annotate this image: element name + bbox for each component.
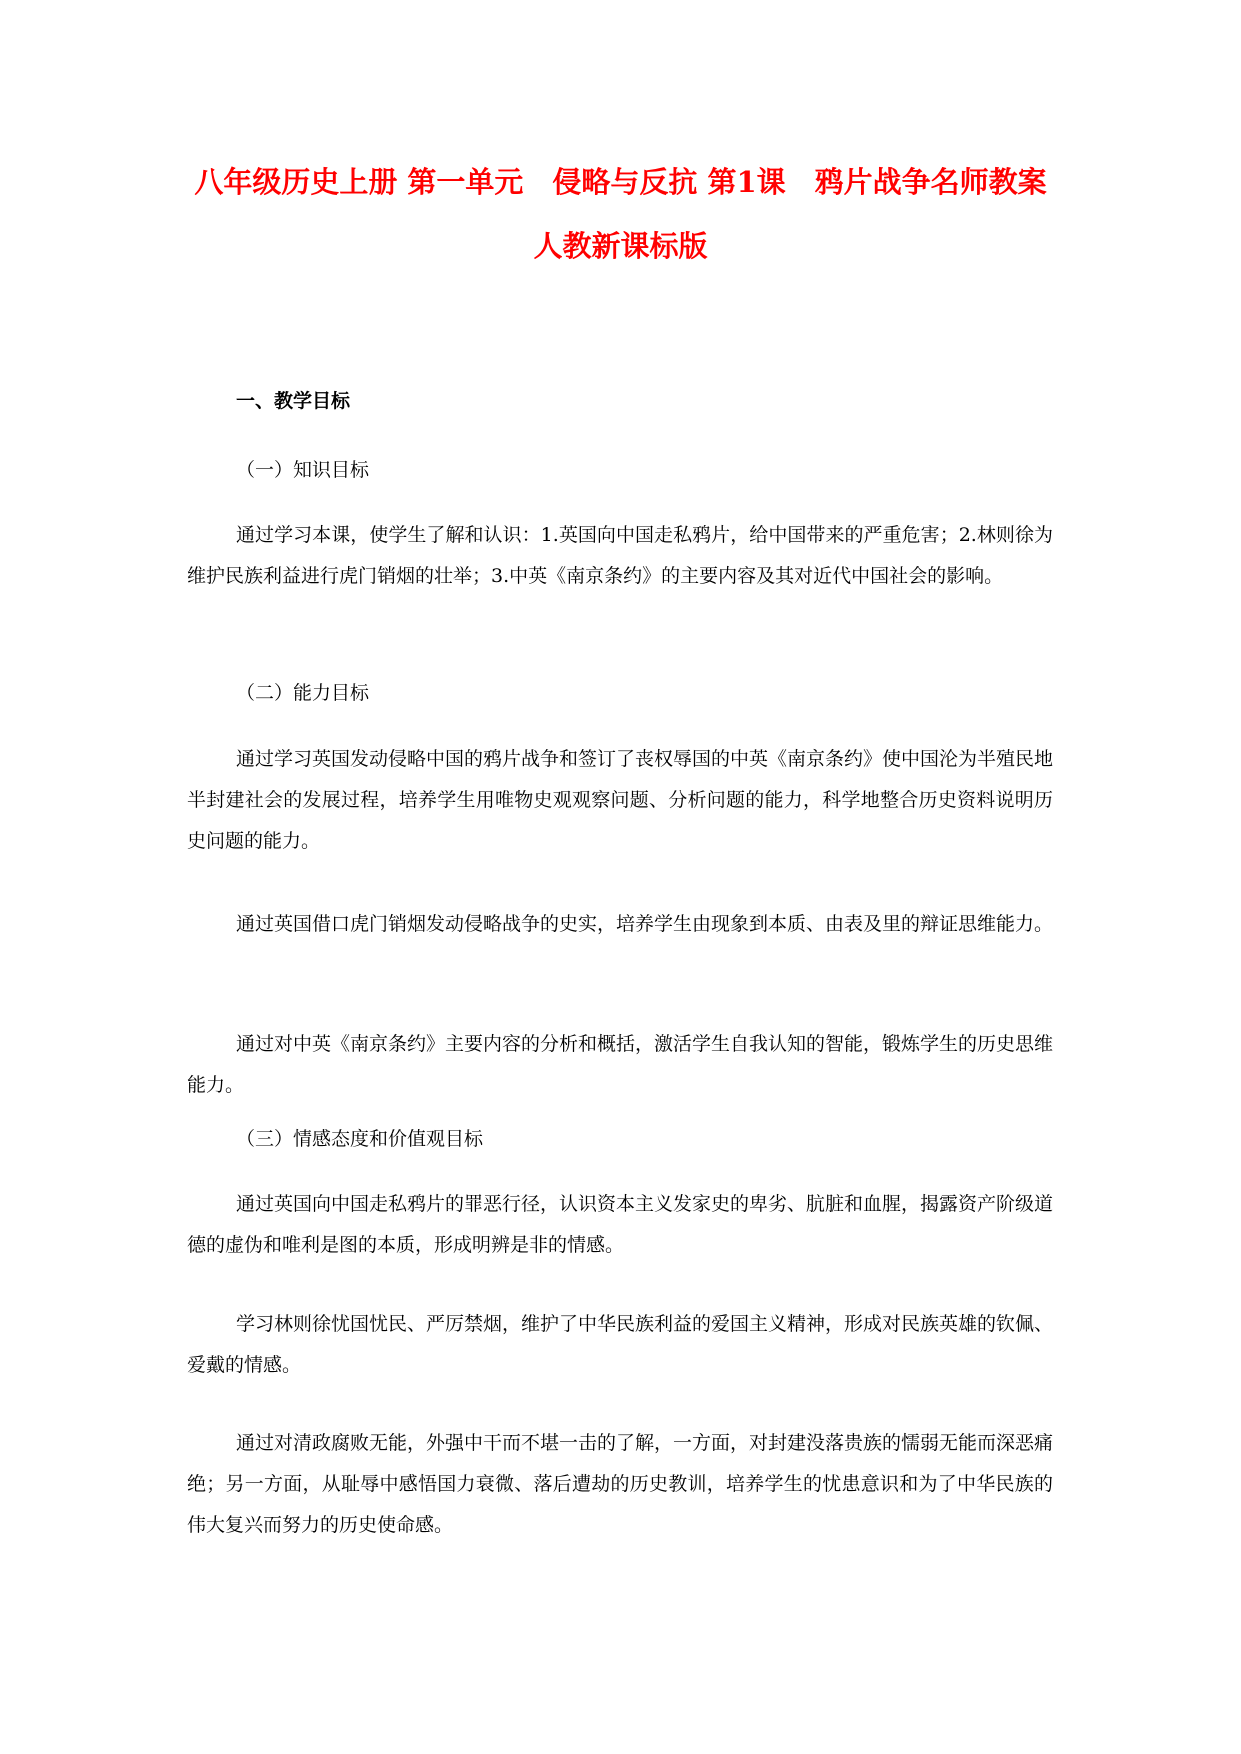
paragraph-ability-goals-2: 通过英国借口虎门销烟发动侵略战争的史实，培养学生由现象到本质、由表及里的辩证思维能力。 — [236, 913, 1054, 935]
paragraph-ability-goals-1: 通过学习英国发动侵略中国的鸦片战争和签订了丧权辱国的中英《南京条约》使中国沦为半殖民地半封建社会的发展过程，培养学生用唯物史观观察问题、分析问题的能力，科学地整合历史资料说明历史问题的能力。 — [187, 748, 1054, 852]
document-title-line1: 八年级历史上册 第一单元 侵略与反抗 第1课 鸦片战争名师教案 — [194, 165, 1047, 199]
paragraph-values-goals-1: 通过英国向中国走私鸦片的罪恶行径，认识资本主义发家史的卑劣、肮脏和血腥，揭露资产阶级道德的虚伪和唯利是图的本质，形成明辨是非的情感。 — [187, 1193, 1054, 1256]
section-heading-teaching-goals: 一、教学目标 — [236, 390, 351, 412]
subheading-ability-goals: （二）能力目标 — [236, 682, 370, 704]
paragraph-knowledge-goals: 通过学习本课，使学生了解和认识：1.英国向中国走私鸦片，给中国带来的严重危害；2.林则徐为维护民族利益进行虎门销烟的壮举；3.中英《南京条约》的主要内容及其对近代中国社会的影响。 — [187, 524, 1053, 587]
paragraph-values-goals-3: 通过对清政腐败无能，外强中干而不堪一击的了解，一方面，对封建没落贵族的懦弱无能而深恶痛绝；另一方面，从耻辱中感悟国力衰微、落后遭劫的历史教训，培养学生的忧患意识和为了中华民族的伟大复兴而努力的历史使命感。 — [187, 1432, 1054, 1536]
document-title-line2: 人教新课标版 — [533, 229, 708, 263]
subheading-knowledge-goals: （一）知识目标 — [236, 459, 370, 481]
paragraph-ability-goals-3: 通过对中英《南京条约》主要内容的分析和概括，激活学生自我认知的智能，锻炼学生的历史思维能力。 — [187, 1033, 1054, 1096]
subheading-values-goals: （三）情感态度和价值观目标 — [236, 1128, 484, 1150]
paragraph-values-goals-2: 学习林则徐忧国忧民、严厉禁烟，维护了中华民族利益的爱国主义精神，形成对民族英雄的钦佩、爱戴的情感。 — [187, 1313, 1054, 1376]
